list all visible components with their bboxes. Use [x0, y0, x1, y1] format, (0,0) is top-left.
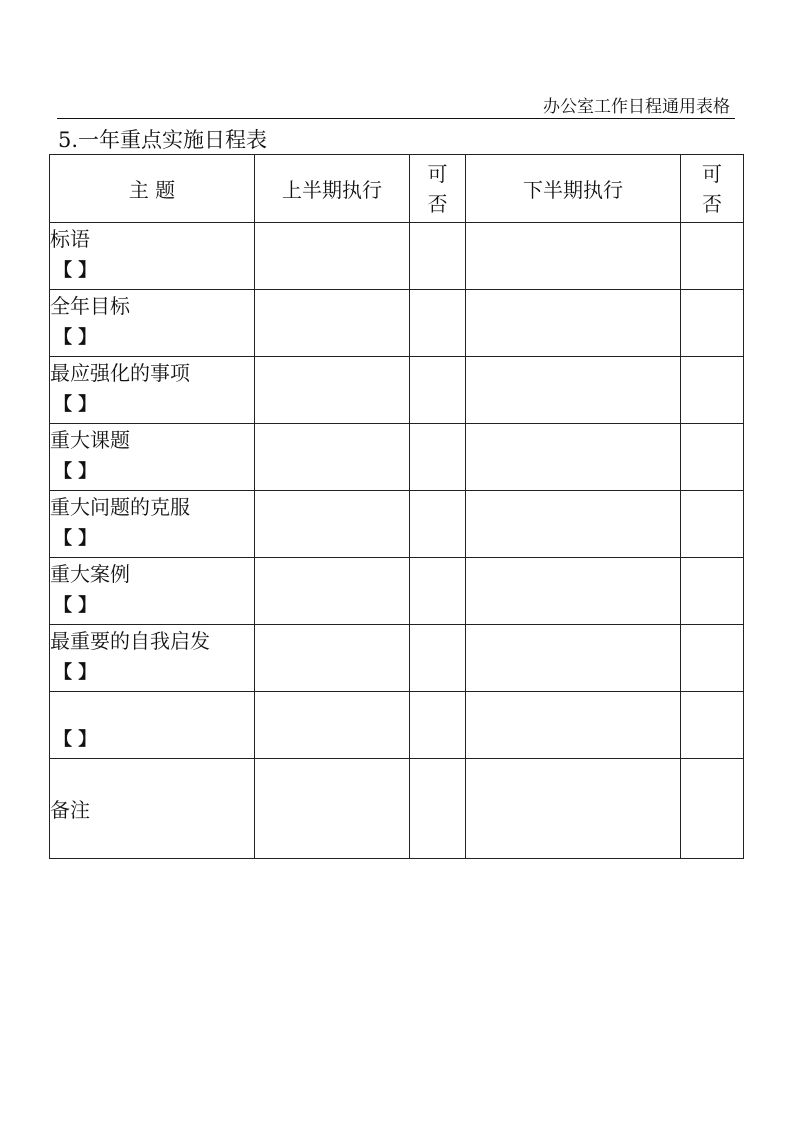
first-half-cell[interactable] [255, 424, 410, 491]
second-half-cell[interactable] [466, 357, 681, 424]
remark-second-half-cell[interactable] [466, 759, 681, 859]
topic-cell [50, 357, 255, 424]
approval-1-cell[interactable] [410, 424, 466, 491]
approval-2-cell[interactable] [681, 223, 744, 290]
topic-label: 最重要的自我启发 [50, 629, 210, 653]
approval-1-cell[interactable] [410, 357, 466, 424]
column-header-approval-2: 可否 [681, 155, 744, 223]
second-half-cell[interactable] [466, 558, 681, 625]
topic-cell [50, 491, 255, 558]
bracket-placeholder: 【 】 [54, 528, 97, 549]
second-half-cell[interactable] [466, 223, 681, 290]
topic-label: 重大课题 [50, 428, 130, 452]
bracket-placeholder: 【 】 [54, 662, 97, 683]
first-half-cell[interactable] [255, 692, 410, 759]
approval-1-cell[interactable] [410, 290, 466, 357]
approval-2-cell[interactable] [681, 558, 744, 625]
approval-1-cell[interactable] [410, 558, 466, 625]
topic-label: 全年目标 [50, 294, 130, 318]
bracket-placeholder: 【 】 [54, 394, 97, 415]
table-row [50, 558, 744, 625]
approval-1-cell[interactable] [410, 491, 466, 558]
first-half-cell[interactable] [255, 491, 410, 558]
table-row [50, 491, 744, 558]
topic-label: 重大问题的克服 [50, 495, 190, 519]
schedule-table [49, 154, 744, 859]
bracket-placeholder: 【 】 [54, 260, 97, 281]
first-half-cell[interactable] [255, 223, 410, 290]
bracket-placeholder: 【 】 [54, 729, 97, 750]
approval-2-cell[interactable] [681, 692, 744, 759]
section-title: 5.一年重点实施日程表 [58, 128, 268, 152]
topic-label: 标语 [50, 227, 90, 251]
approval-2-cell[interactable] [681, 290, 744, 357]
approval-2-cell[interactable] [681, 357, 744, 424]
first-half-cell[interactable] [255, 625, 410, 692]
second-half-cell[interactable] [466, 491, 681, 558]
bracket-placeholder: 【 】 [54, 595, 97, 616]
remark-row [50, 759, 744, 859]
table-row [50, 692, 744, 759]
column-header-second-half: 下半期执行 [466, 155, 681, 223]
column-header-approval-1: 可否 [410, 155, 466, 223]
table-row [50, 290, 744, 357]
approval-2-cell[interactable] [681, 625, 744, 692]
topic-cell [50, 223, 255, 290]
topic-cell [50, 290, 255, 357]
second-half-cell[interactable] [466, 424, 681, 491]
topic-label [50, 692, 254, 724]
topic-cell [50, 424, 255, 491]
topic-label: 最应强化的事项 [50, 361, 190, 385]
approval-2-cell[interactable] [681, 424, 744, 491]
table-row [50, 424, 744, 491]
approval-1-cell[interactable] [410, 223, 466, 290]
remark-approval-2-cell[interactable] [681, 759, 744, 859]
approval-2-cell[interactable] [681, 491, 744, 558]
topic-cell [50, 558, 255, 625]
remark-first-half-cell[interactable] [255, 759, 410, 859]
bracket-placeholder: 【 】 [54, 461, 97, 482]
table-row [50, 625, 744, 692]
header-rule [57, 118, 735, 119]
document-header-title: 办公室工作日程通用表格 [543, 97, 730, 117]
approval-1-cell[interactable] [410, 625, 466, 692]
topic-cell [50, 692, 255, 759]
second-half-cell[interactable] [466, 625, 681, 692]
second-half-cell[interactable] [466, 692, 681, 759]
second-half-cell[interactable] [466, 290, 681, 357]
first-half-cell[interactable] [255, 558, 410, 625]
first-half-cell[interactable] [255, 357, 410, 424]
table-row [50, 223, 744, 290]
remark-approval-1-cell[interactable] [410, 759, 466, 859]
bracket-placeholder: 【 】 [54, 327, 97, 348]
table-header-row [50, 155, 744, 223]
topic-cell [50, 625, 255, 692]
approval-1-cell[interactable] [410, 692, 466, 759]
column-header-first-half: 上半期执行 [255, 155, 410, 223]
table-row [50, 357, 744, 424]
remark-label: 备注 [50, 759, 255, 859]
column-header-topic: 主 题 [50, 155, 255, 223]
topic-label: 重大案例 [50, 562, 130, 586]
first-half-cell[interactable] [255, 290, 410, 357]
